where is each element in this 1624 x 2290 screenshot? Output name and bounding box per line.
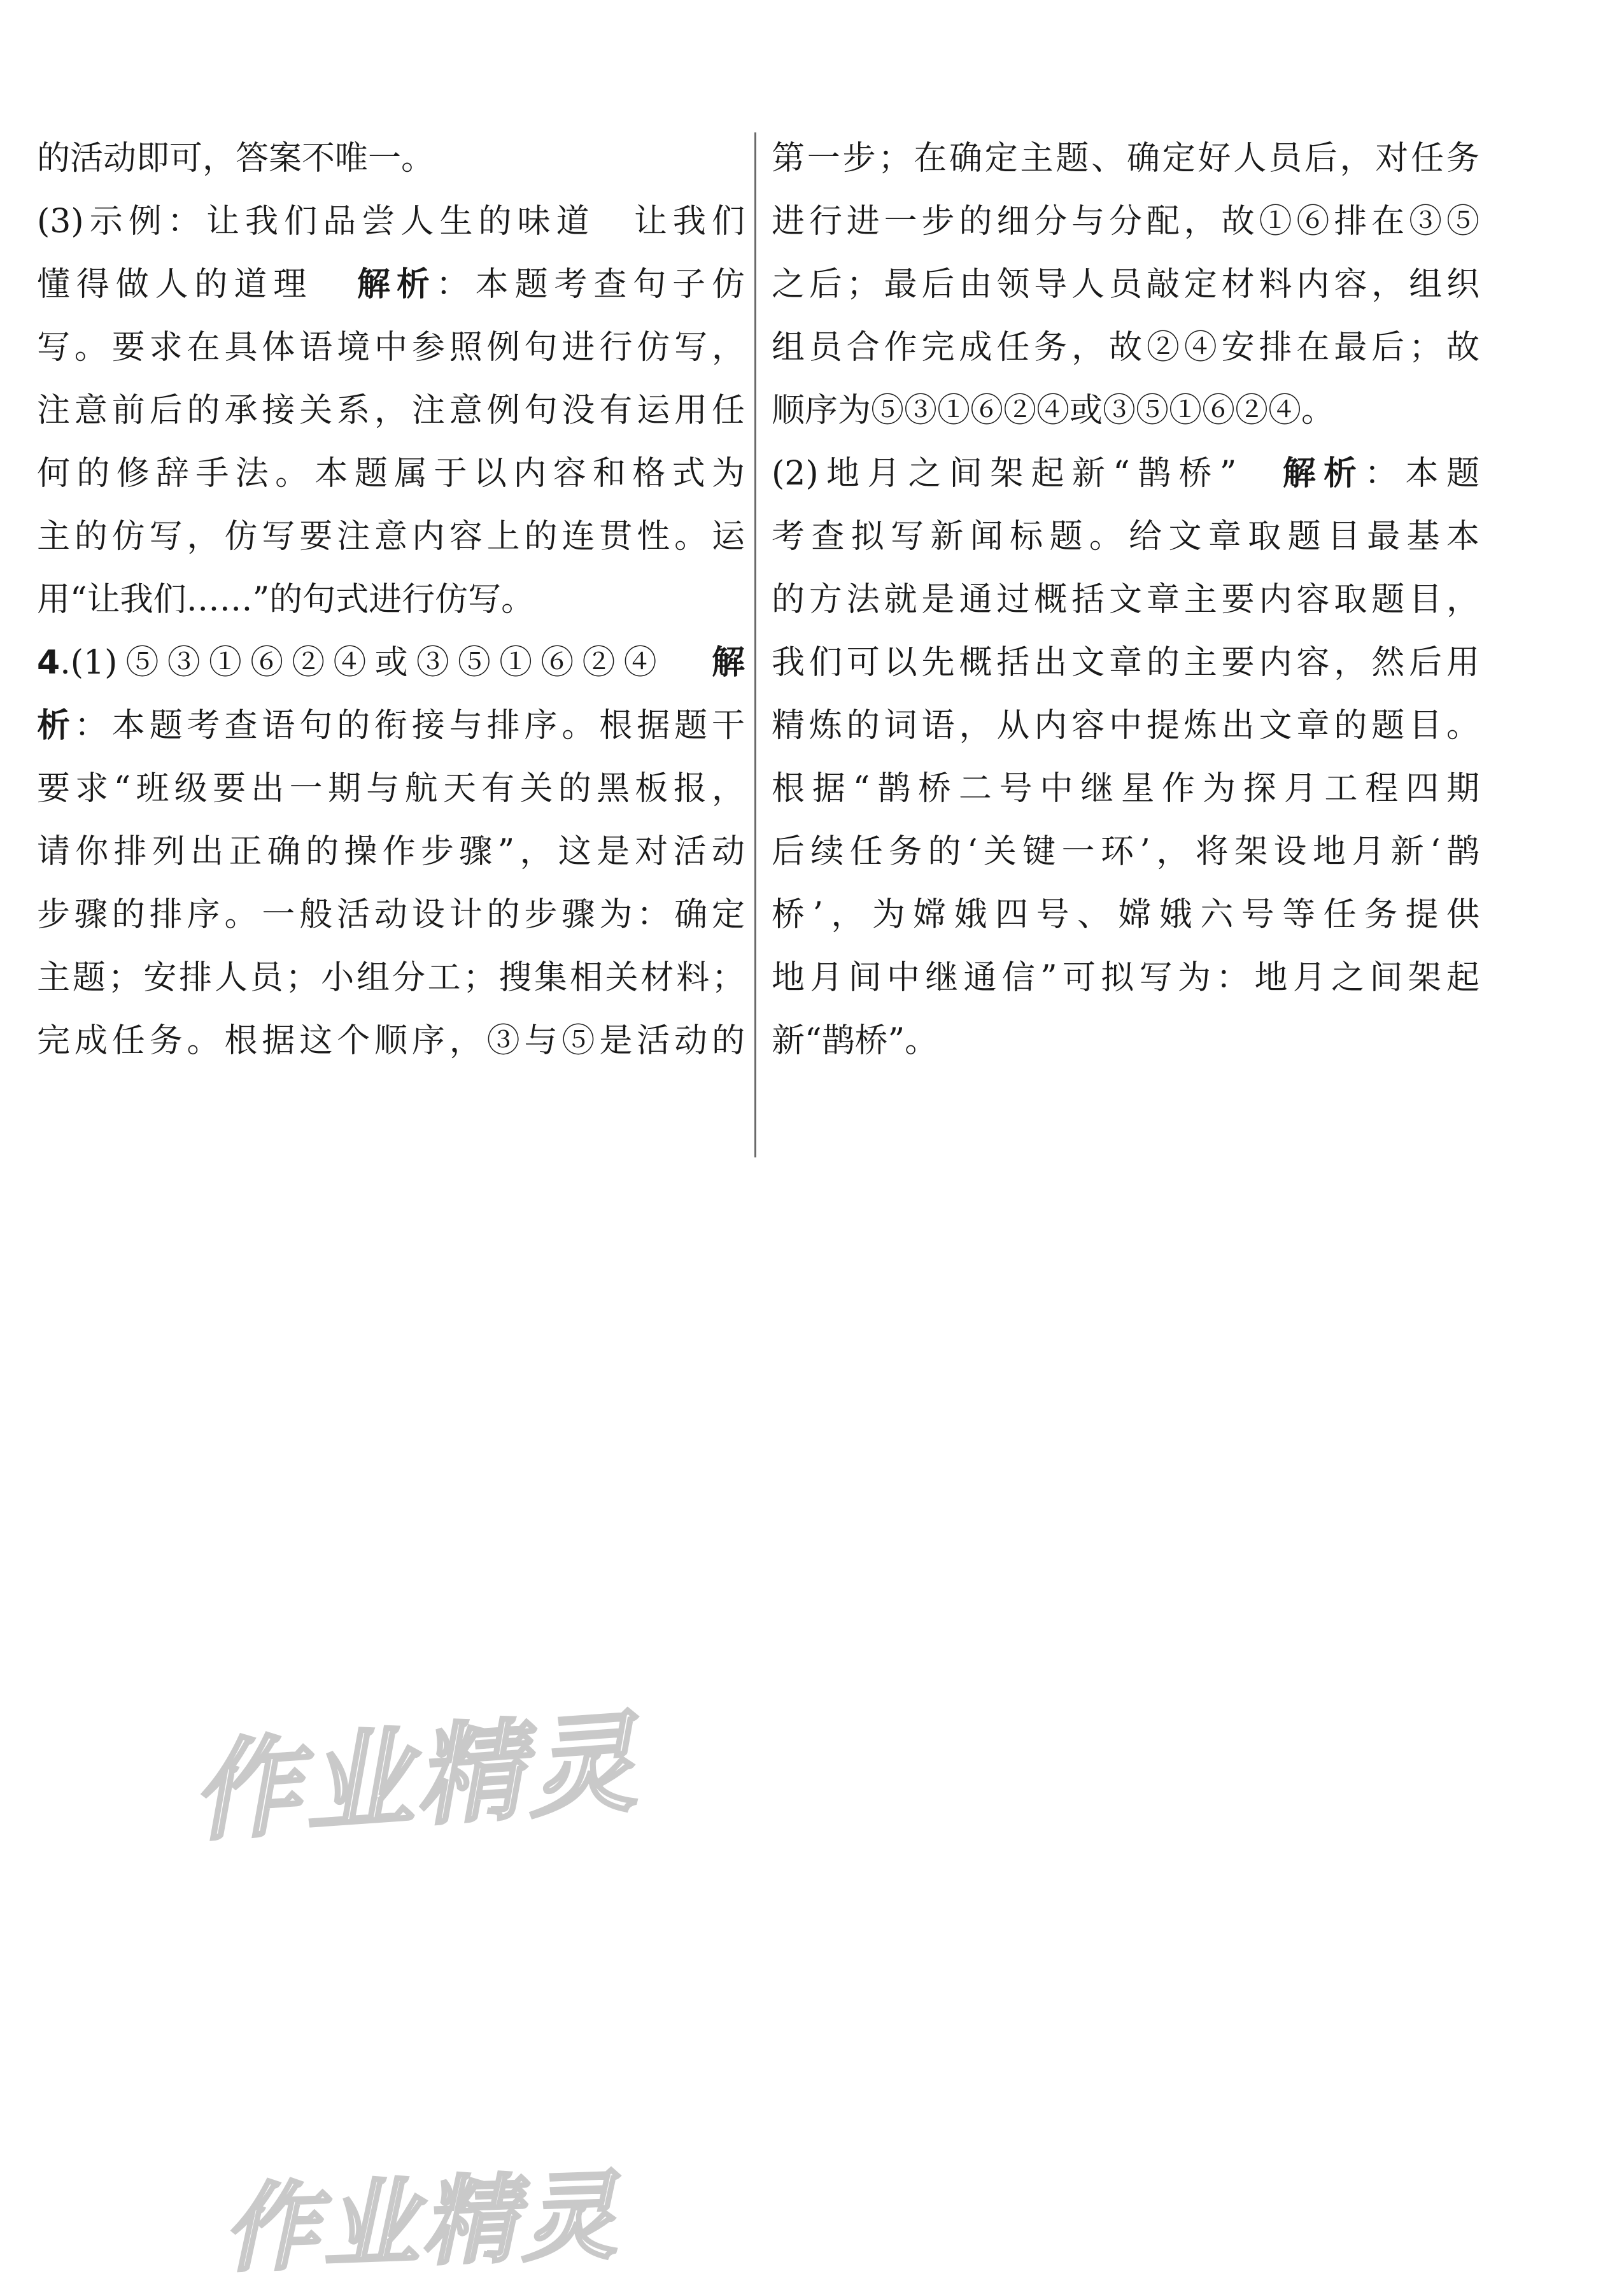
line-text: 组员合作完成任务，故②④安排在最后；故 — [772, 329, 1479, 367]
line-text: 步骤的排序。一般活动设计的步骤为：确定 — [37, 896, 745, 934]
text-line — [772, 190, 1479, 253]
left-column — [37, 127, 745, 1073]
text-line — [772, 1010, 1479, 1073]
text-line — [772, 127, 1479, 190]
line-text: (2)地月之间架起新“鹊桥” — [772, 455, 1237, 493]
text-line — [772, 821, 1479, 884]
text-line — [772, 947, 1479, 1010]
analysis-label: 析 — [37, 707, 74, 745]
analysis-label: 解 — [703, 644, 745, 682]
line-text: 进行进一步的细分与分配，故①⑥排在③⑤ — [772, 202, 1479, 241]
text-line — [772, 253, 1479, 316]
line-text: 第一步；在确定主题、确定好人员后，对任务 — [772, 139, 1479, 178]
line-text: 请你排列出正确的操作步骤”，这是对活动 — [37, 833, 745, 871]
text-line — [772, 884, 1479, 947]
watermark-logo: 作业精灵 — [188, 1699, 644, 1857]
text-line — [37, 947, 745, 1010]
text-line — [37, 442, 745, 505]
text-line — [37, 569, 745, 632]
text-line — [37, 127, 745, 190]
text-line — [37, 758, 745, 821]
analysis-label: 解析 — [1274, 455, 1365, 493]
line-text: (3)示例：让我们品尝人生的味道 让我们 — [37, 202, 745, 241]
line-text: ：本题考查语句的衔接与排序。根据题干 — [74, 707, 745, 745]
line-text: ：本题 — [1364, 455, 1479, 493]
line-text: 的方法就是通过概括文章主要内容取题目， — [772, 581, 1479, 619]
line-text: 后续任务的‘关键一环’，将架设地月新‘鹊 — [772, 833, 1479, 871]
line-text: 的活动即可，答案不唯一。 — [37, 139, 435, 178]
line-text: 精炼的词语，从内容中提炼出文章的题目。 — [772, 707, 1479, 745]
line-text: 根据“鹊桥二号中继星作为探月工程四期 — [772, 770, 1479, 808]
line-text: ：本题考查句子仿 — [435, 265, 745, 304]
line-text: 主题；安排人员；小组分工；搜集相关材料； — [37, 959, 745, 997]
text-line — [37, 884, 745, 947]
line-text: 主的仿写，仿写要注意内容上的连贯性。运 — [37, 518, 745, 556]
line-text: 考查拟写新闻标题。给文章取题目最基本 — [772, 518, 1479, 556]
watermark-logo: 作业精灵 — [221, 2161, 623, 2286]
text-line — [37, 1010, 745, 1073]
text-line — [37, 821, 745, 884]
text-line — [772, 758, 1479, 821]
line-text: 注意前后的承接关系，注意例句没有运用任 — [37, 392, 745, 430]
text-line — [37, 505, 745, 569]
line-text: 新“鹊桥”。 — [772, 1022, 938, 1060]
line-text: 之后；最后由领导人员敲定材料内容，组织 — [772, 265, 1479, 304]
text-line — [37, 379, 745, 442]
text-line — [772, 505, 1479, 569]
line-text: .(1)⑤③①⑥②④或③⑤①⑥②④ — [60, 644, 665, 682]
text-line — [772, 316, 1479, 379]
text-line — [772, 569, 1479, 632]
line-text: 懂得做人的道理 — [37, 265, 313, 304]
line-text: 何的修辞手法。本题属于以内容和格式为 — [37, 455, 745, 493]
text-line — [772, 442, 1479, 505]
line-text: 桥’，为嫦娥四号、嫦娥六号等任务提供 — [772, 896, 1479, 934]
line-text: 顺序为⑤③①⑥②④或③⑤①⑥②④。 — [772, 392, 1335, 430]
text-line — [37, 695, 745, 758]
right-column — [772, 127, 1479, 1073]
text-line — [772, 379, 1479, 442]
line-text: 我们可以先概括出文章的主要内容，然后用 — [772, 644, 1479, 682]
line-text: 地月间中继通信”可拟写为：地月之间架起 — [772, 959, 1479, 997]
analysis-label: 解析 — [351, 265, 436, 304]
line-text: 完成任务。根据这个顺序，③与⑤是活动的 — [37, 1022, 745, 1060]
question-number: 4 — [37, 644, 60, 682]
line-text: 用“让我们……”的句式进行仿写。 — [37, 581, 535, 619]
text-line — [37, 316, 745, 379]
line-text: 要求“班级要出一期与航天有关的黑板报， — [37, 770, 745, 808]
line-text: 写。要求在具体语境中参照例句进行仿写， — [37, 329, 745, 367]
text-line — [772, 695, 1479, 758]
text-line — [37, 253, 745, 316]
column-divider — [754, 132, 756, 1157]
text-line — [772, 632, 1479, 695]
text-line — [37, 632, 745, 695]
text-line — [37, 190, 745, 253]
